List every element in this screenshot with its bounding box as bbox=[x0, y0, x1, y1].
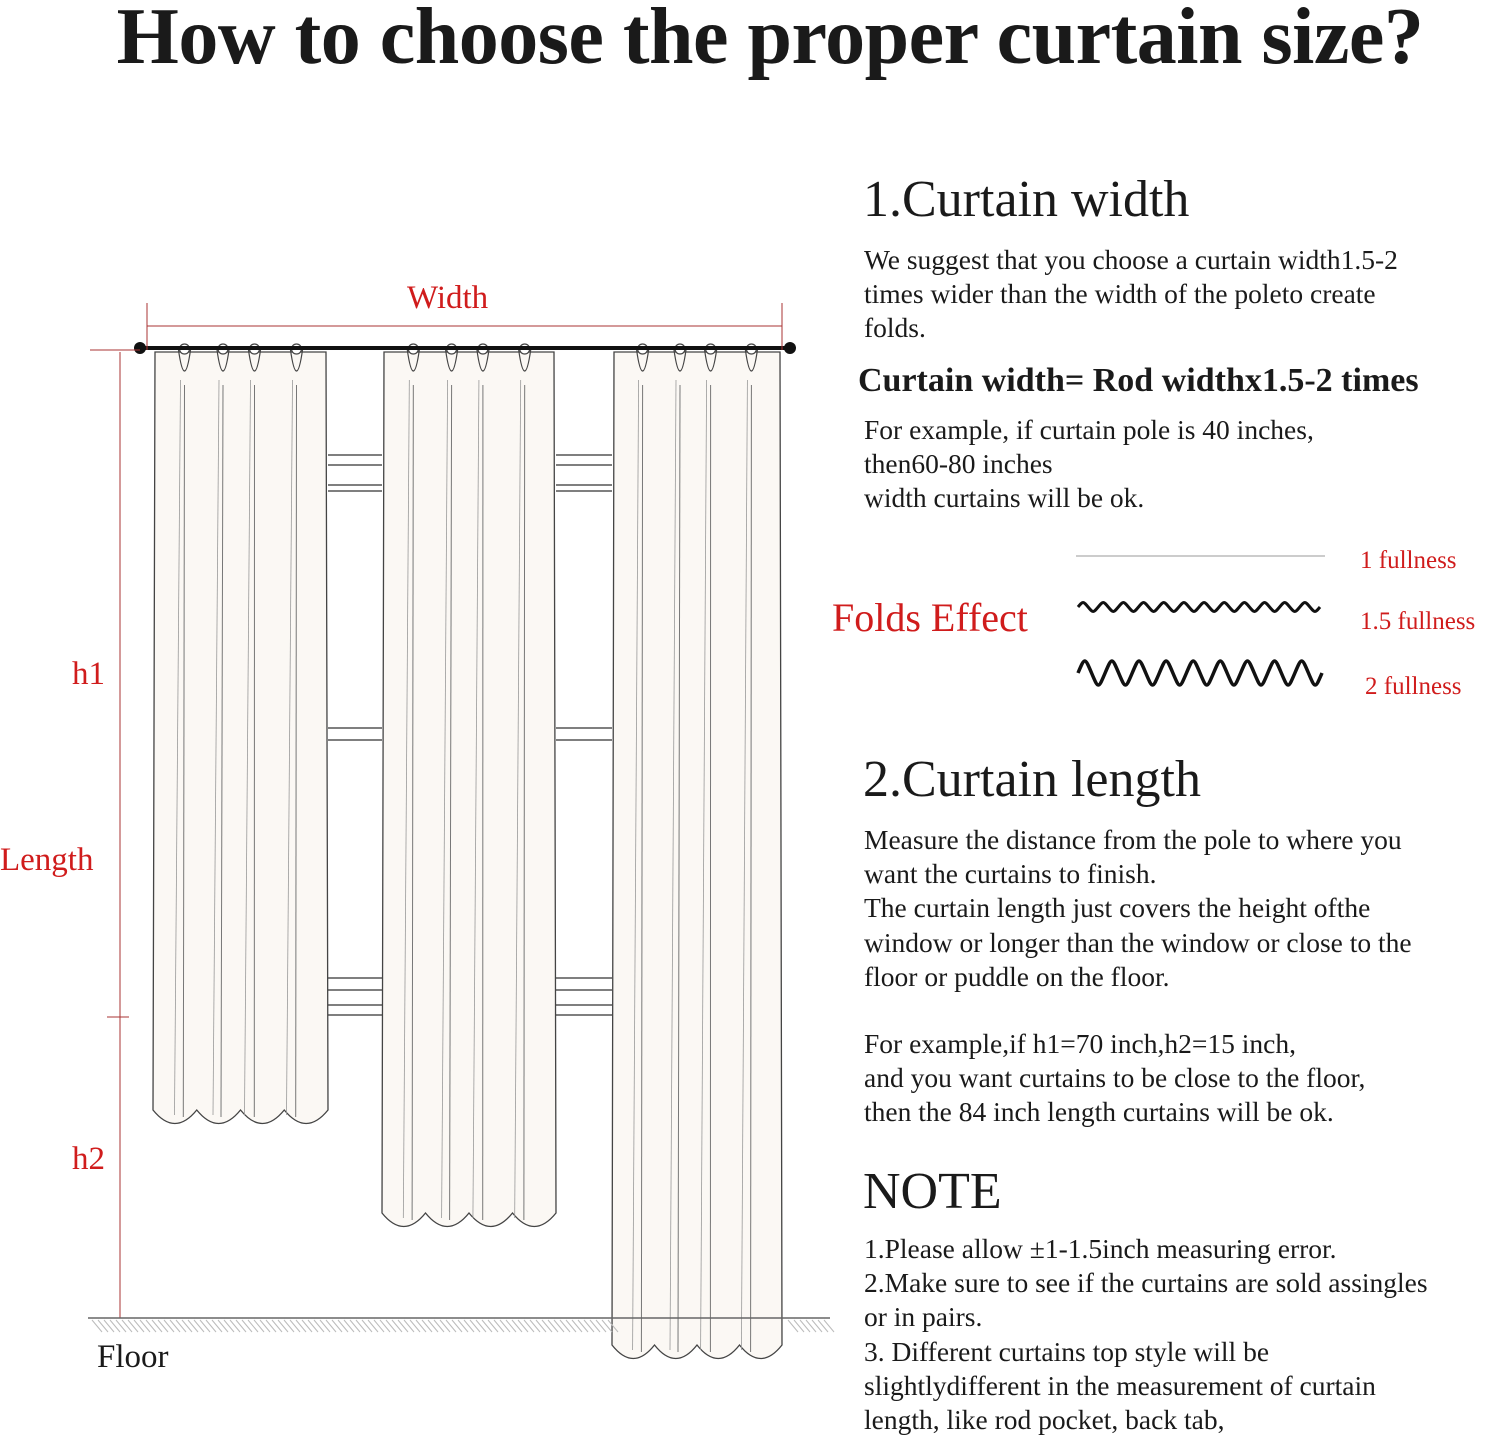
section2-paragraph: Measure the distance from the pole to where you want the curtains to finish. The curtain length just covers the height ofthe window or longer than the window or close to the floor or puddle on the floor. bbox=[864, 824, 1412, 992]
width-label: Width bbox=[407, 280, 489, 316]
curtain-panel bbox=[612, 344, 782, 1359]
fullness-2-label: 2 fullness bbox=[1365, 673, 1462, 700]
curtain-panel bbox=[382, 344, 556, 1227]
section2-heading: 2.Curtain length bbox=[863, 751, 1201, 808]
folds-effect-label: Folds Effect bbox=[832, 595, 1028, 640]
note-heading: NOTE bbox=[863, 1163, 1002, 1220]
note-text: 1.Please allow ±1-1.5inch measuring error. 2.Make sure to see if the curtains are sold assingles or in pairs. 3. Different curtains top style will be slightlydifferent in the measurement of curtain length, like rod pocket, back tab, bbox=[864, 1233, 1428, 1436]
fold-2-fullness bbox=[1078, 661, 1322, 685]
page-title: How to choose the proper curtain size? bbox=[116, 0, 1424, 81]
section2-example: For example,if h1=70 inch,h2=15 inch, and you want curtains to be close to the floor, then the 84 inch length curtains will be ok. bbox=[864, 1028, 1366, 1128]
length-label: Length bbox=[0, 842, 94, 878]
fold-1-5-fullness bbox=[1078, 603, 1320, 612]
width-formula: Curtain width= Rod widthx1.5-2 times bbox=[858, 362, 1419, 399]
floor-label: Floor bbox=[97, 1339, 169, 1375]
fullness-1-5-label: 1.5 fullness bbox=[1360, 608, 1476, 635]
section1-heading: 1.Curtain width bbox=[863, 171, 1190, 228]
fullness-1-label: 1 fullness bbox=[1360, 547, 1457, 574]
folds-effect-samples bbox=[1076, 556, 1325, 685]
h1-label: h1 bbox=[72, 656, 105, 692]
section1-example: For example, if curtain pole is 40 inches, then60-80 inches width curtains will be ok. bbox=[864, 414, 1314, 514]
curtain-panels bbox=[153, 344, 782, 1359]
curtain-panel bbox=[153, 344, 328, 1124]
section1-paragraph: We suggest that you choose a curtain width1.5-2 times wider than the width of the poleto create folds. bbox=[864, 244, 1398, 344]
h2-label: h2 bbox=[72, 1141, 105, 1177]
